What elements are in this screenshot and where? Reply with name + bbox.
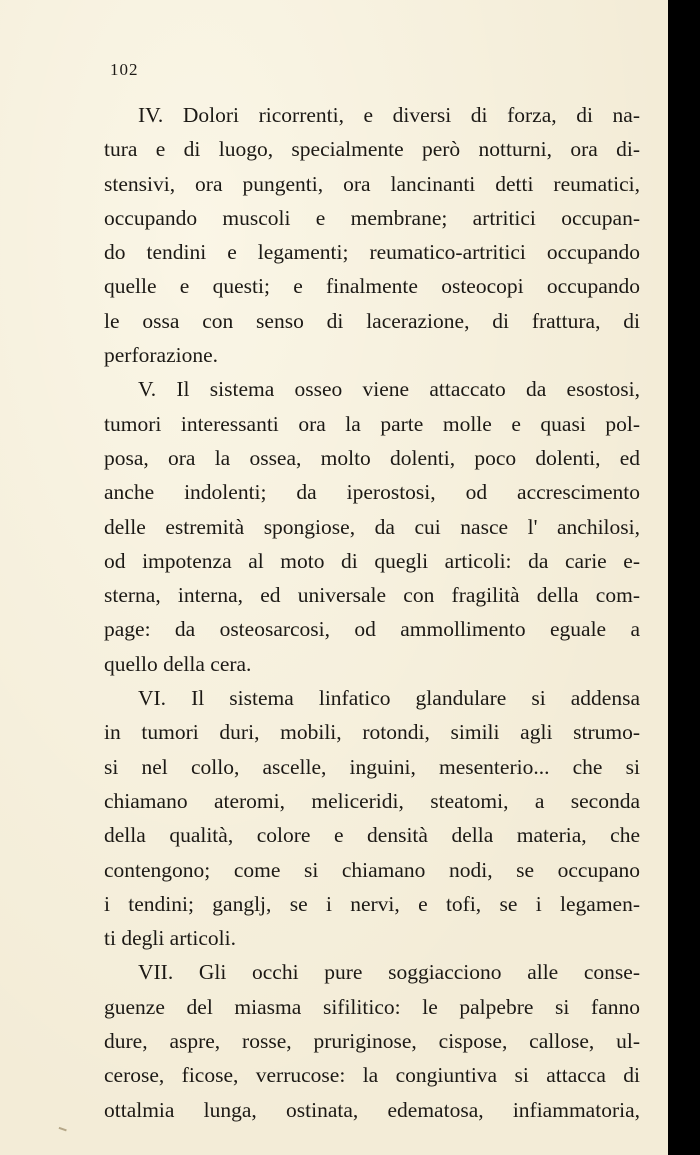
text-line: chiamano ateromi, meliceridi, steatomi, a seconda	[104, 788, 640, 813]
text-line: perforazione.	[104, 343, 218, 368]
text-line: si nel collo, ascelle, inguini, mesenterio... che si	[104, 754, 640, 779]
text-line: quello della cera.	[104, 651, 252, 676]
page-blemish	[57, 1127, 67, 1135]
text-line: sterna, interna, ed universale con fragilità della com-	[104, 583, 640, 608]
text-line: ti degli articoli.	[104, 926, 236, 951]
text-line: IV. Dolori ricorrenti, e diversi di forza, di na-	[138, 103, 640, 127]
page-number: 102	[110, 60, 139, 79]
text-line: della qualità, colore e densità della materia, che	[104, 823, 640, 848]
text-line: od impotenza al moto di quegli articoli: da carie e-	[104, 548, 640, 573]
text-line: posa, ora la ossea, molto dolenti, poco dolenti, ed	[104, 445, 640, 470]
text-line: ottalmia lunga, ostinata, edematosa, infiammatoria,	[104, 1097, 640, 1122]
text-line: occupando muscoli e membrane; artritici occupan-	[104, 205, 640, 230]
text-line: i tendini; ganglj, se i nervi, e tofi, se i legamen-	[104, 891, 640, 916]
text-line: le ossa con senso di lacerazione, di frattura, di	[104, 308, 640, 333]
text-line: VI. Il sistema linfatico glandulare si addensa	[138, 686, 640, 711]
text-line: in tumori duri, mobili, rotondi, simili agli strumo-	[104, 720, 640, 745]
text-line: guenze del miasma sifilitico: le palpebre si fanno	[104, 994, 640, 1019]
text-line: V. Il sistema osseo viene attaccato da esostosi,	[138, 377, 640, 402]
text-line: page: da osteosarcosi, od ammollimento eguale a	[104, 617, 640, 642]
text-line: VII. Gli occhi pure soggiacciono alle conse-	[138, 960, 640, 985]
text-line: tura e di luogo, specialmente però notturni, ora di-	[104, 137, 640, 162]
text-line: contengono; come si chiamano nodi, se occupano	[104, 857, 640, 882]
text-line: delle estremità spongiose, da cui nasce l' anchilosi,	[104, 514, 640, 539]
page-text	[104, 98, 640, 1127]
text-line: quelle e questi; e finalmente osteocopi occupando	[104, 274, 640, 299]
text-line: dure, aspre, rosse, pruriginose, cispose, callose, ul-	[104, 1029, 640, 1054]
text-line: stensivi, ora pungenti, ora lancinanti detti reumatici,	[104, 171, 640, 196]
text-line: tumori interessanti ora la parte molle e quasi pol-	[104, 411, 640, 436]
text-line: do tendini e legamenti; reumatico-artritici occupando	[104, 240, 640, 265]
text-line: cerose, ficose, verrucose: la congiuntiva si attacca di	[104, 1063, 640, 1088]
text-line: anche indolenti; da iperostosi, od accrescimento	[104, 480, 640, 505]
